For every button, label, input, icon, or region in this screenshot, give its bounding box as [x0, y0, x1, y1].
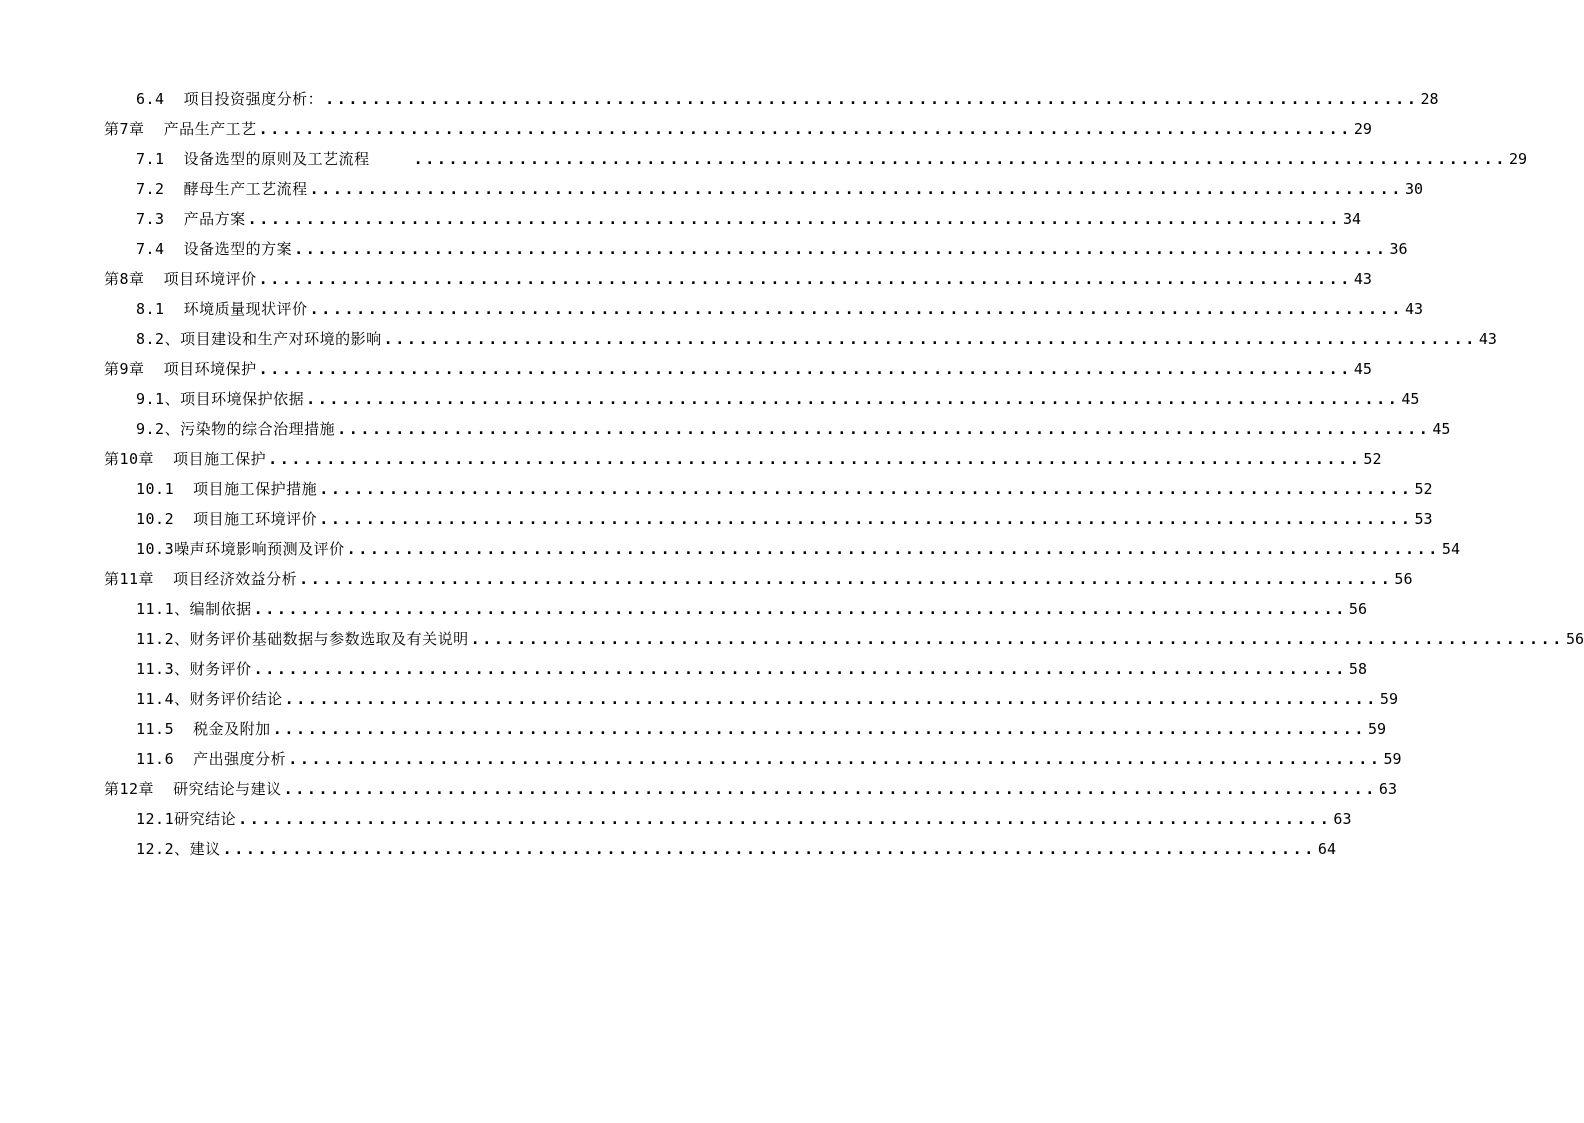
toc-entry-page: 45: [1432, 420, 1451, 438]
toc-entry-page: 59: [1383, 750, 1402, 768]
dot-leader: ..............................................................................................: [309, 300, 1403, 318]
toc-entry-page: 64: [1317, 840, 1336, 858]
dot-leader: ..............................................................................................: [319, 480, 1413, 498]
toc-entry-page: 28: [1420, 90, 1439, 108]
dot-leader: ..............................................................................................: [238, 810, 1332, 828]
toc-entry-title: 11.6 产出强度分析: [136, 750, 287, 768]
toc-entry[interactable]: [136, 324, 1497, 354]
dot-leader: ..............................................................................................: [413, 150, 1507, 168]
toc-entry-page: 29: [1508, 150, 1528, 168]
toc-entry-page: 54: [1441, 540, 1460, 558]
dot-leader: ..............................................................................................: [383, 330, 1477, 348]
dot-leader: ..............................................................................................: [222, 840, 1316, 858]
toc-entry[interactable]: [136, 504, 1433, 534]
dot-leader: ..............................................................................................: [294, 240, 1388, 258]
dot-leader: ..............................................................................................: [288, 750, 1382, 768]
toc-entry[interactable]: [136, 684, 1398, 714]
toc-entry-page: 56: [1565, 630, 1584, 648]
toc-entry[interactable]: [136, 654, 1367, 684]
toc-entry-title: 10.2 项目施工环境评价: [136, 510, 318, 528]
toc-entry[interactable]: [136, 474, 1433, 504]
toc-entry[interactable]: [104, 444, 1382, 474]
toc-entry-title: 7.4 设备选型的方案: [136, 240, 293, 258]
dot-leader: ..............................................................................................: [299, 570, 1393, 588]
toc-entry[interactable]: [136, 714, 1387, 744]
toc-entry[interactable]: [136, 234, 1408, 264]
dot-leader: ..............................................................................................: [272, 720, 1366, 738]
toc-entry-page: 63: [1378, 780, 1397, 798]
toc-entry-title: 10.3噪声环境影响预测及评价: [136, 540, 345, 558]
toc-entry-title: 6.4 项目投资强度分析：: [136, 90, 324, 108]
toc-entry-page: 56: [1394, 570, 1413, 588]
toc-entry-title: 11.5 税金及附加: [136, 720, 271, 738]
dot-leader: ..............................................................................................: [247, 210, 1341, 228]
toc-entry[interactable]: [104, 114, 1372, 144]
toc-entry[interactable]: [136, 294, 1424, 324]
toc-entry-title: 9.1、项目环境保护依据: [136, 390, 305, 408]
toc-entry-title: 10.1 项目施工保护措施: [136, 480, 318, 498]
toc-entry[interactable]: [136, 414, 1451, 444]
dot-leader: ..............................................................................................: [309, 180, 1403, 198]
toc-entry[interactable]: [136, 534, 1460, 564]
toc-entry[interactable]: [104, 564, 1413, 594]
toc-entry-title: 第7章 产品生产工艺: [104, 120, 257, 138]
toc-entry[interactable]: [104, 774, 1397, 804]
toc-entry-title: 第8章 项目环境评价: [104, 270, 257, 288]
toc-entry-page: 45: [1401, 390, 1420, 408]
toc-entry-title: 11.3、财务评价: [136, 660, 252, 678]
toc-entry-page: 43: [1353, 270, 1372, 288]
toc-entry-title: 12.1研究结论: [136, 810, 237, 828]
toc-entry-title: 第9章 项目环境保护: [104, 360, 257, 378]
dot-leader: ..............................................................................................: [325, 90, 1419, 108]
toc-entry-page: 58: [1348, 660, 1367, 678]
toc-entry-page: 43: [1404, 300, 1424, 318]
toc-entry-page: 63: [1333, 810, 1352, 828]
toc-entry-title: 11.1、编制依据: [136, 600, 252, 618]
toc-entry[interactable]: [136, 204, 1362, 234]
dot-leader: ..............................................................................................: [258, 360, 1352, 378]
toc-entry-page: 59: [1379, 690, 1398, 708]
toc-entry[interactable]: [104, 264, 1372, 294]
dot-leader: ..............................................................................................: [284, 690, 1378, 708]
toc-entry-page: 34: [1342, 210, 1362, 228]
toc-entry-title: 7.3 产品方案: [136, 210, 246, 228]
toc-entry-page: 36: [1389, 240, 1408, 258]
toc-entry[interactable]: [104, 354, 1372, 384]
toc-entry-title: 第10章 项目施工保护: [104, 450, 267, 468]
toc-entry-page: 59: [1367, 720, 1387, 738]
dot-leader: ..............................................................................................: [258, 270, 1352, 288]
toc-entry-page: 29: [1353, 120, 1372, 138]
toc-entry-title: 第12章 研究结论与建议: [104, 780, 282, 798]
toc-entry-page: 53: [1414, 510, 1433, 528]
dot-leader: ..............................................................................................: [337, 420, 1431, 438]
toc-entry[interactable]: [136, 144, 1528, 174]
dot-leader: ..............................................................................................: [268, 450, 1362, 468]
toc-entry-title: 8.1 环境质量现状评价: [136, 300, 308, 318]
toc-entry-title: 7.2 酵母生产工艺流程: [136, 180, 308, 198]
toc-entry[interactable]: [136, 804, 1352, 834]
toc-entry[interactable]: [136, 84, 1439, 114]
toc-entry[interactable]: [136, 384, 1420, 414]
dot-leader: ..............................................................................................: [346, 540, 1440, 558]
toc-entry[interactable]: [136, 744, 1402, 774]
toc-entry[interactable]: [136, 834, 1336, 864]
toc-entry-page: 43: [1478, 330, 1497, 348]
dot-leader: ..............................................................................................: [258, 120, 1352, 138]
toc-entry-page: 52: [1363, 450, 1382, 468]
toc-entry[interactable]: [136, 624, 1584, 654]
toc-entry-page: 56: [1348, 600, 1367, 618]
toc-entry-title: 11.2、财务评价基础数据与参数选取及有关说明: [136, 630, 469, 648]
dot-leader: ..............................................................................................: [319, 510, 1413, 528]
toc-entry[interactable]: [136, 174, 1424, 204]
toc-entry-page: 45: [1353, 360, 1372, 378]
toc-entry-title: 7.1 设备选型的原则及工艺流程: [136, 150, 370, 168]
dot-leader: ..............................................................................................: [470, 630, 1564, 648]
toc-entry-title: 第11章 项目经济效益分析: [104, 570, 298, 588]
toc-entry-title: 9.2、污染物的综合治理措施: [136, 420, 336, 438]
toc-entry-title: 12.2、建议: [136, 840, 221, 858]
toc-entry-page: 30: [1404, 180, 1424, 198]
dot-leader: ..............................................................................................: [253, 600, 1347, 618]
toc-entry[interactable]: [136, 594, 1367, 624]
toc-entry-page: 52: [1414, 480, 1433, 498]
dot-leader: ..............................................................................................: [306, 390, 1400, 408]
toc-entry-title: 8.2、项目建设和生产对环境的影响: [136, 330, 382, 348]
dot-leader: ..............................................................................................: [283, 780, 1377, 798]
dot-leader: ..............................................................................................: [253, 660, 1347, 678]
toc-entry-title: 11.4、财务评价结论: [136, 690, 283, 708]
